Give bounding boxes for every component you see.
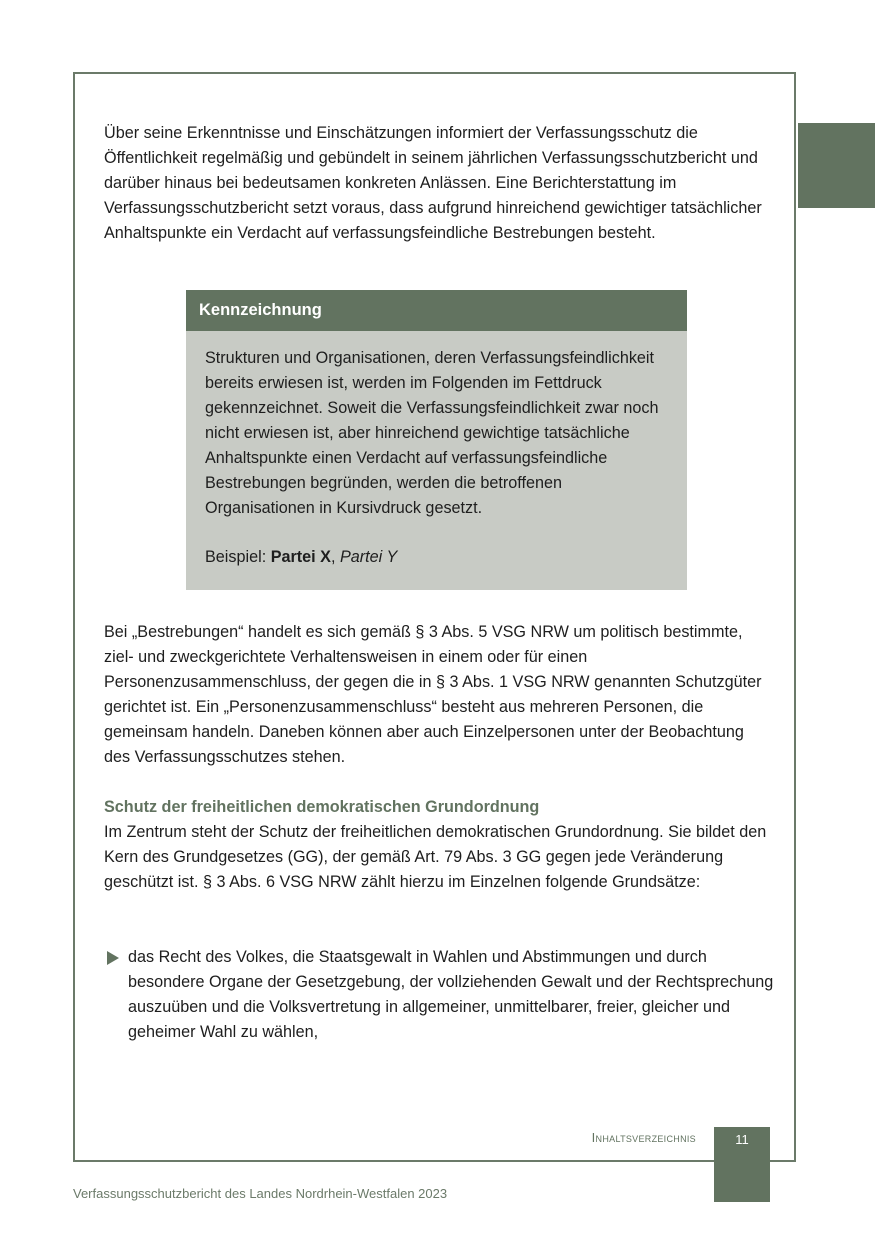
info-box-example (205, 545, 397, 570)
list-item-text: das Recht des Volkes, die Staatsgewalt in Wahlen und Abstimmungen und durch besondere Organe der Gesetzgebung, der vollziehenden Gewalt und der Rechtsprechung auszuüben und die Volksvertretung in allgemeiner, unmittelbarer, freier, gleicher und geheimer Wahl zu wählen, (128, 948, 774, 1041)
footer-text: Verfassungsschutzbericht des Landes Nordrhein-Westfalen 2023 (73, 1186, 448, 1201)
triangle-right-icon (107, 951, 119, 965)
page-number: 11 (735, 1132, 749, 1147)
chapter-side-tab (798, 123, 875, 208)
bestrebungen-paragraph: Bei „Bestrebungen“ handelt es sich gemäß § 3 Abs. 5 VSG NRW um politisch bestimmte, ziel- und zweckgerichtete Verhaltensweisen in einem oder für einen Personenzusammenschluss, der gegen die in § 3 Abs. 1 VSG NRW genannten Schutzgüter gerichtet ist. Ein „Personenzusammenschluss“ besteht aus mehreren Personen, die gemeinsam handeln. Daneben können aber auch Einzelpersonen unter der Beobachtung des Verfassungsschutzes stehen. (104, 623, 762, 766)
info-box (186, 290, 687, 590)
list-item (104, 945, 774, 1045)
example-prefix: Beispiel: (205, 548, 271, 566)
example-separator: , (330, 548, 340, 566)
page-number-box (714, 1127, 770, 1202)
principles-list (104, 945, 774, 1045)
section-paragraph: Im Zentrum steht der Schutz der freiheitlichen demokratischen Grundordnung. Sie bildet den Kern des Grundgesetzes (GG), der gemäß Art. 79 Abs. 3 GG gegen jede Veränderung geschützt ist. § 3 Abs. 6 VSG NRW zählt hierzu im Einzelnen folgende Grundsätze: (104, 823, 767, 891)
section-heading: Schutz der freiheitlichen demokratischen Grundordnung (104, 798, 540, 816)
example-italic: Partei Y (339, 548, 398, 566)
table-of-contents-link[interactable]: Inhaltsverzeichnis (591, 1130, 696, 1145)
intro-paragraph: Über seine Erkenntnisse und Einschätzungen informiert der Verfassungsschutz die Öffentlichkeit regelmäßig und gebündelt in seinem jährlichen Verfassungsschutzbericht und darüber hinaus bei bedeutsamen konkreten Anlässen. Eine Berichterstattung im Verfassungsschutzbericht setzt voraus, dass aufgrund hinreichend gewichtiger tatsächlicher Anhaltspunkte ein Verdacht auf verfassungsfeindliche Bestrebungen besteht. (104, 124, 762, 242)
example-bold: Partei X (270, 548, 331, 566)
info-box-title: Kennzeichnung (186, 290, 687, 331)
info-box-body: Strukturen und Organisationen, deren Verfassungsfeindlichkeit bereits erwiesen ist, werden im Folgenden im Fettdruck gekennzeichnet. Soweit die Verfassungsfeindlichkeit zwar noch nicht erwiesen ist, aber hinreichend gewichtige tatsächliche Anhaltspunkte einen Verdacht auf verfassungsfeindliche Bestrebungen begründen, werden die betroffenen Organisationen in Kursivdruck gesetzt. (205, 349, 659, 517)
